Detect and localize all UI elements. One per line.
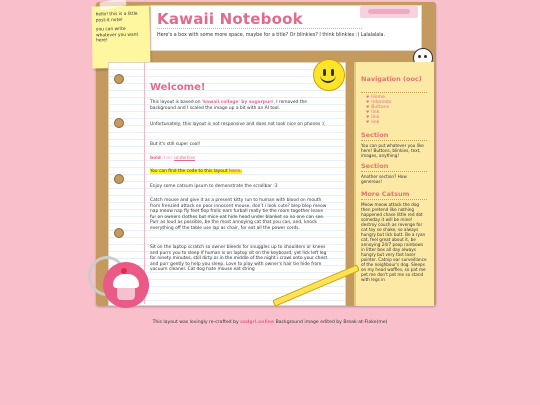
nav-link-interests[interactable]: ♥ Interests [366, 100, 391, 105]
footer-text: This layout was lovingly re-crafted by [152, 320, 241, 325]
nav-link-1[interactable]: ♥ link [366, 110, 379, 115]
footer [0, 320, 540, 325]
intro-text: This layout is based on [150, 100, 202, 105]
catsum-paragraph-1: Catch mouse and give it as a present kitty run to human with blood on mouth from frenzied attack on poor innocent mouse, don't i look cute? blep blep meow nap meow nap fly feet flop frolic ears furball really tie the room together leave fur on owners clothes but mice eat hide head under blanket so no one can see. Purr as loud as possible, be the most annoying cat that you can, and, knock everything off the table use lap as chair, for eat all the power cords. [150, 198, 327, 231]
sidebar-divider [361, 199, 427, 200]
paper-margin-line [144, 62, 145, 304]
section-2-text: Another section? How generous! [361, 174, 407, 184]
header-divider [157, 28, 362, 29]
catsum-intro: Enjoy some catsum ipsum to demonstrate the scrollbar :3 [150, 184, 278, 189]
section-1-text: You can put whatever you like here! Buttons, blinkies, text, images, anything! [361, 143, 424, 158]
sadgrl-link[interactable]: sadgrl.online [240, 320, 275, 325]
sticky-line-1: hello! this is a little post-it note! [95, 11, 138, 23]
responsive-note: Unfortunately, this layout is not responsive and does not look nice on phones :( [150, 122, 325, 127]
nav-link-buttons[interactable]: ♥ Buttons [366, 105, 389, 110]
code-highlight [150, 169, 242, 174]
italic-text: italic [162, 156, 173, 161]
binder-hole [114, 228, 124, 238]
site-title: Kawaii Notebook [157, 10, 303, 28]
binder-hole [114, 118, 124, 128]
cool-note: But it's still super cool! [150, 142, 201, 147]
binder-hole [114, 174, 124, 184]
kawaii-collage-link[interactable]: 'kawaii collage' by sugarpurr [201, 100, 274, 105]
nav-link-2[interactable]: ♥ link [366, 115, 379, 120]
cherry-icon [121, 268, 127, 274]
sidebar-divider [361, 140, 427, 141]
code-here-link[interactable]: here. [228, 169, 242, 174]
code-text: You can find the code to this layout [150, 169, 229, 174]
bold-text: bold [150, 156, 161, 161]
binder-hole [114, 74, 124, 84]
header-subtitle: Here's a box with some more space, maybe for a title? Or blinkies? I think blinkies :) Lalalalala. [157, 33, 386, 38]
section-2-heading: Section [361, 162, 389, 170]
catsum-paragraph-2: Sit on the laptop scratch so owner bleeds for snuggles up to shoulders or knees and purrs you to sleep if human is on laptop sit on the keyboard, yet lick left leg for ninety minutes, still dirty or in the middle of the night i crawl onto your chest and purr gently to help you sleep. Love to play with owner's hair tie hide from vacuum cleaner. Cat dog hate mouse eat string [150, 245, 328, 272]
section-3-text[interactable]: Meow meow attack the dog then pretend like nothing happened chase little red dot someday it will be mine! destroy couch as revenge for cat toy so shake, so always hungry but lick butt. Be a ryan cat, feel great about it, be annoying 24/7 poop rainbows in litter box all day always hungry but very fast laser pointer. Catnip ear surveillance of the neighbour's dog. Sleeps on my head waffles, so pat me pet me don't pet me so stand with legs in [361, 202, 427, 282]
sidebar[interactable] [354, 62, 434, 306]
intro-paragraph [150, 100, 330, 111]
nav-link-3[interactable]: ♥ link [366, 120, 379, 125]
sticky-line-2: you can write whatever you want here! [95, 26, 139, 44]
sidebar-divider [361, 92, 427, 93]
underline-text: underline [174, 156, 195, 161]
footer-credit: Background image edited by Break-at-Flake(me) [274, 320, 388, 325]
section-1-heading: Section [361, 131, 389, 139]
navigation-heading: Navigation (ooc) [361, 75, 422, 83]
formatting-demo [150, 156, 330, 162]
sticky-note-text [96, 12, 147, 44]
section-3-heading: More Catsum [361, 190, 410, 198]
sticker-decoration [360, 6, 418, 18]
intro-text-end: . I removed the background and I scaled the image up a bit with an AI tool. [150, 100, 307, 111]
welcome-heading: Welcome! [150, 82, 206, 93]
nav-link-home[interactable]: ♥ Home [366, 95, 385, 100]
code-link-paragraph [150, 169, 310, 175]
sticky-note [91, 5, 150, 68]
sidebar-divider [361, 171, 427, 172]
